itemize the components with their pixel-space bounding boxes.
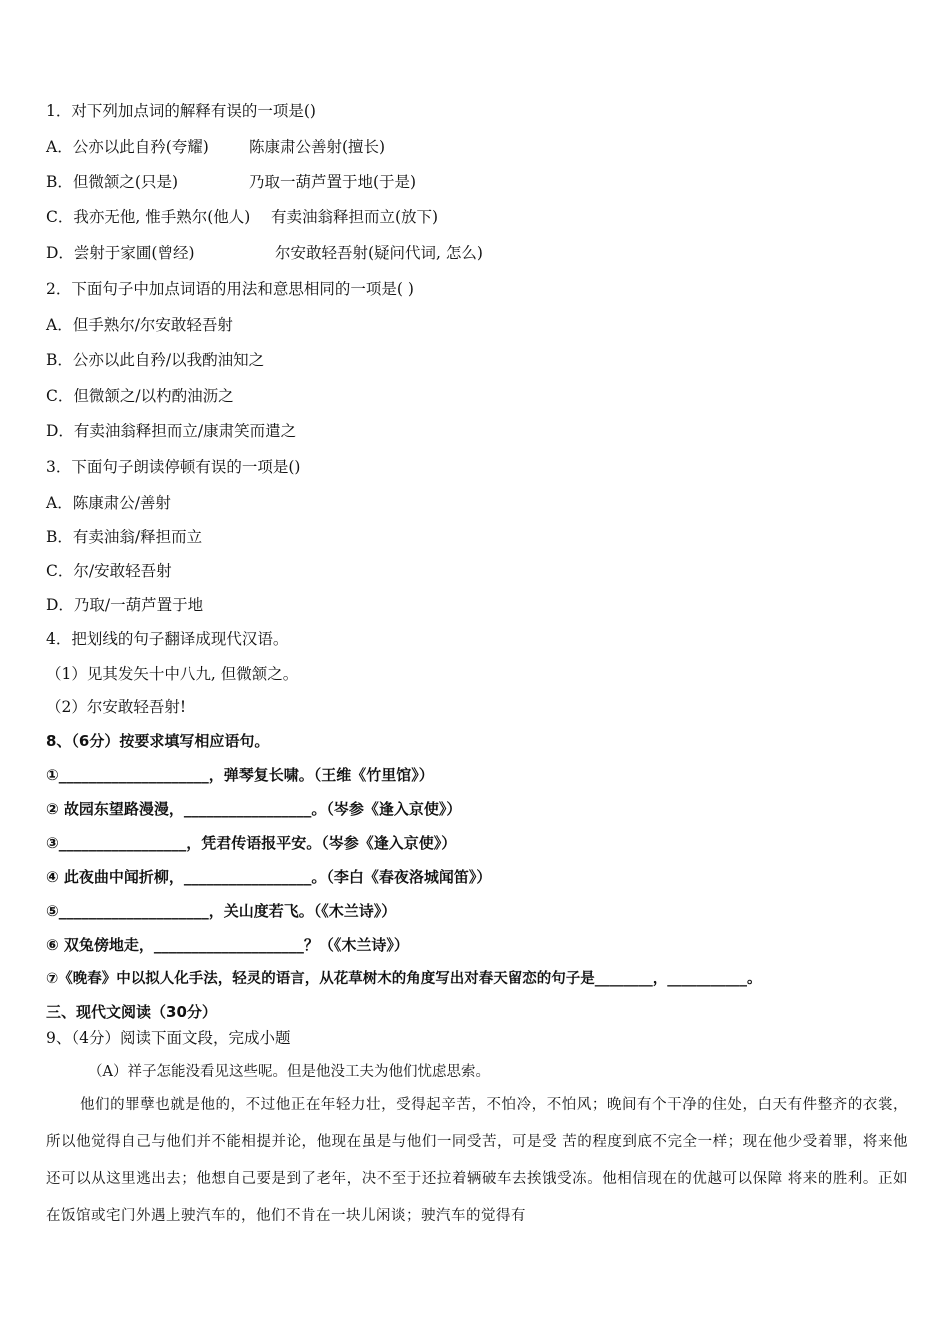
q3-option-d: D．乃取/一葫芦置于地 <box>46 596 204 614</box>
q3-option-a: A．陈康肃公/善射 <box>46 494 171 512</box>
q8-item-5: ⑤____________________，关山度若飞。（《木兰诗》） <box>46 902 397 920</box>
q1-option-a <box>46 137 385 157</box>
q1-option-d-right: 尔安敢轻吾射(疑问代词, 怎么) <box>275 244 483 262</box>
q2-option-a: A．但手熟尔/尔安敢轻吾射 <box>46 316 233 334</box>
q1-option-b-right: 乃取一葫芦置于地(于是) <box>249 173 417 191</box>
q8-item-3: ③_________________，凭君传语报平安。（岑参《逢入京使》） <box>46 834 457 852</box>
q4-item-1: （1）见其发矢十中八九, 但微颔之。 <box>46 665 299 683</box>
q8-item-2: ② 故园东望路漫漫，_________________。（岑参《逢入京使》） <box>46 800 462 818</box>
q1-option-d <box>46 243 483 263</box>
q9-stem: 9、（4分）阅读下面文段，完成小题 <box>46 1029 291 1047</box>
q8-item-4: ④ 此夜曲中闻折柳，_________________。（李白《春夜洛城闻笛》） <box>46 868 492 886</box>
q1-stem: 1．对下列加点词的解释有误的一项是() <box>46 102 316 120</box>
q2-option-d: D．有卖油翁释担而立/康肃笑而遣之 <box>46 422 297 440</box>
q8-item-7: ⑦《晚春》中以拟人化手法，轻灵的语言，从花草树木的角度写出对春天留恋的句子是________，___________。 <box>46 971 762 987</box>
q1-option-a-right: 陈康肃公善射(擅长) <box>249 138 386 156</box>
q1-option-b-left: B．但微颔之(只是) <box>46 173 178 191</box>
q1-option-c-right: 有卖油翁释担而立(放下) <box>271 208 439 226</box>
q8-stem: 8、（6分）按要求填写相应语句。 <box>46 732 270 750</box>
q2-option-c: C．但微颔之/以杓酌油沥之 <box>46 387 234 405</box>
q2-stem: 2．下面句子中加点词语的用法和意思相同的一项是( ) <box>46 280 414 298</box>
q3-stem: 3．下面句子朗读停顿有误的一项是() <box>46 458 301 476</box>
q3-option-b: B．有卖油翁/释担而立 <box>46 528 203 546</box>
q1-option-a-left: A．公亦以此自矜(夸耀) <box>46 138 209 156</box>
passage-body: 他们的罪孽也就是他的，不过他正在年轻力壮，受得起辛苦，不怕冷，不怕风；晚间有个干净的住处，白天有件整齐的衣裳，所以他觉得自己与他们并不能相提并论，他现在虽是与他们一同受苦，可是受 苦的程度到底不完全一样；现在他少受着罪，将来他还可以从这里逃出去；他想自己要是到了老年，决不至于还拉着辆破车去挨饿受冻。他相信现在的优越可以保障 将来的胜利。正如在饭馆或宅门外遇上驶汽车的，他们不肯在一块儿闲谈；驶汽车的觉得有 <box>46 1097 908 1224</box>
q2-option-b: B．公亦以此自矜/以我酌油知之 <box>46 351 265 369</box>
q1-option-c <box>46 207 438 227</box>
q8-item-1: ①____________________，弹琴复长啸。（王维《竹里馆》） <box>46 766 434 784</box>
section3-title: 三、现代文阅读（30分） <box>46 1003 217 1021</box>
q1-option-d-left: D．尝射于家圃(曾经) <box>46 244 195 262</box>
q4-item-2: （2）尔安敢轻吾射! <box>46 698 187 716</box>
q1-option-c-left: C．我亦无他, 惟手熟尔(他人) <box>46 208 251 226</box>
q4-stem: 4．把划线的句子翻译成现代汉语。 <box>46 630 289 648</box>
q8-item-6: ⑥ 双兔傍地走，____________________？（《木兰诗》） <box>46 936 409 954</box>
q1-option-b <box>46 172 416 192</box>
passage-intro: （A）祥子怎能没看见这些呢。但是他没工夫为他们忧虑思索。 <box>88 1064 490 1080</box>
q3-option-c: C．尔/安敢轻吾射 <box>46 562 172 580</box>
